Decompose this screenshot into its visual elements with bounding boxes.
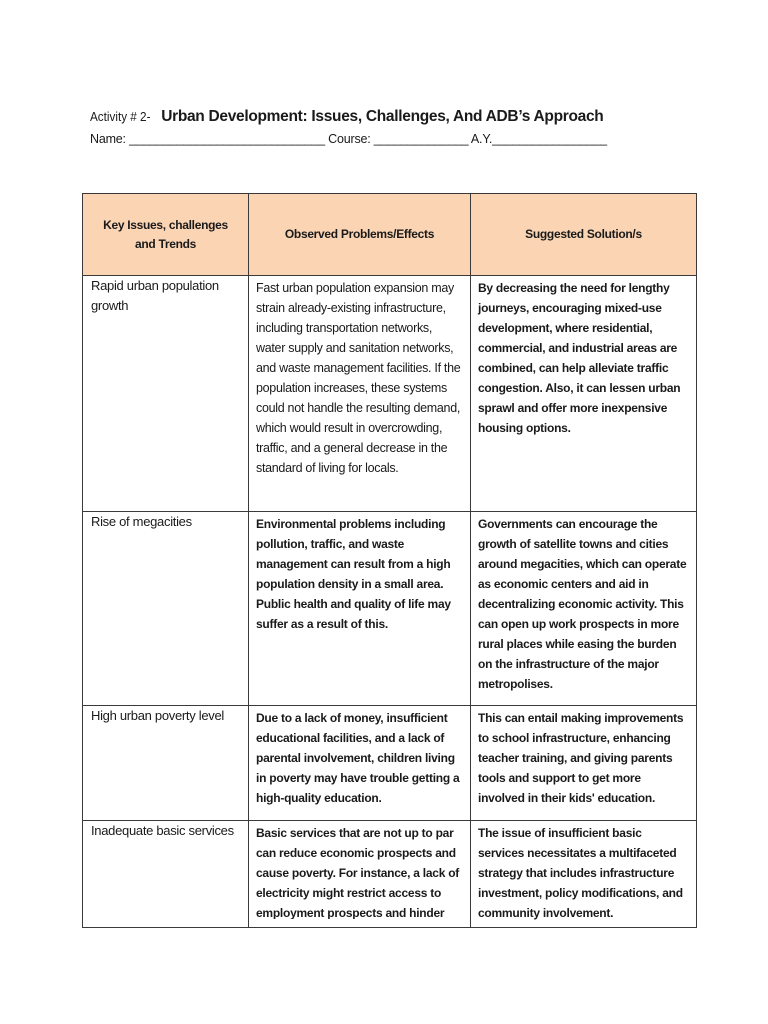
column-header-issues: Key Issues, challenges and Trends [83, 194, 249, 276]
column-header-problems: Observed Problems/Effects [249, 194, 471, 276]
solutions-cell: Governments can encourage the growth of satellite towns and cities around megacities, which can operate as economic centers and aid in decentralizing economic activity. This can open up work prospects in more rural places while easing the burden on the infrastructure of the major metropolises. [471, 512, 697, 706]
table-row [83, 706, 697, 821]
solutions-cell: This can entail making improvements to school infrastructure, enhancing teacher training, and giving parents tools and support to get more involved in their kids' education. [471, 706, 697, 821]
problems-cell: Fast urban population expansion may strain already-existing infrastructure, including transportation networks, water supply and sanitation networks, and waste management facilities. If the population increases, these systems could not handle the resulting demand, which would result in overcrowding, traffic, and a general decrease in the standard of living for locals. [249, 276, 471, 512]
table-row [83, 276, 697, 512]
problems-cell [249, 821, 471, 928]
issue-cell: Rise of megacities [83, 512, 249, 706]
problems-cell-text: Basic services that are not up to par can reduce economic prospects and cause poverty. For instance, a lack of electricity might restrict access to employment prospects and hinder [256, 826, 460, 919]
table-body [83, 276, 697, 928]
urban-development-table [82, 193, 697, 928]
table-header [83, 194, 697, 276]
solutions-cell: By decreasing the need for lengthy journeys, encouraging mixed-use development, where residential, commercial, and industrial areas are combined, can help alleviate traffic congestion. Also, it can lessen urban sprawl and offer more inexpensive housing options. [471, 276, 697, 512]
activity-prefix: Activity # 2- [90, 109, 151, 124]
issue-cell: High urban poverty level [83, 706, 249, 821]
table-row [83, 512, 697, 706]
issue-cell: Rapid urban population growth [83, 276, 249, 512]
issue-cell: Inadequate basic services [83, 821, 249, 928]
header-row [83, 194, 697, 276]
problems-cell: Due to a lack of money, insufficient educational facilities, and a lack of parental involvement, children living in poverty may have trouble getting a high-quality education. [249, 706, 471, 821]
problems-cell: Environmental problems including pollution, traffic, and waste management can result from a high population density in a small area. Public health and quality of life may suffer as a result of this. [249, 512, 471, 706]
document-title: Urban Development: Issues, Challenges, And ADB’s Approach [157, 108, 604, 125]
document-heading [90, 92, 603, 129]
table-row [83, 821, 697, 928]
solutions-cell: The issue of insufficient basic services necessitates a multifaceted strategy that includes infrastructure investment, policy modifications, and community involvement. [471, 821, 697, 928]
column-header-solutions: Suggested Solution/s [471, 194, 697, 276]
name-course-ay-line: Name: _____________________________ Course: ______________ A.Y._________________ [90, 132, 607, 146]
